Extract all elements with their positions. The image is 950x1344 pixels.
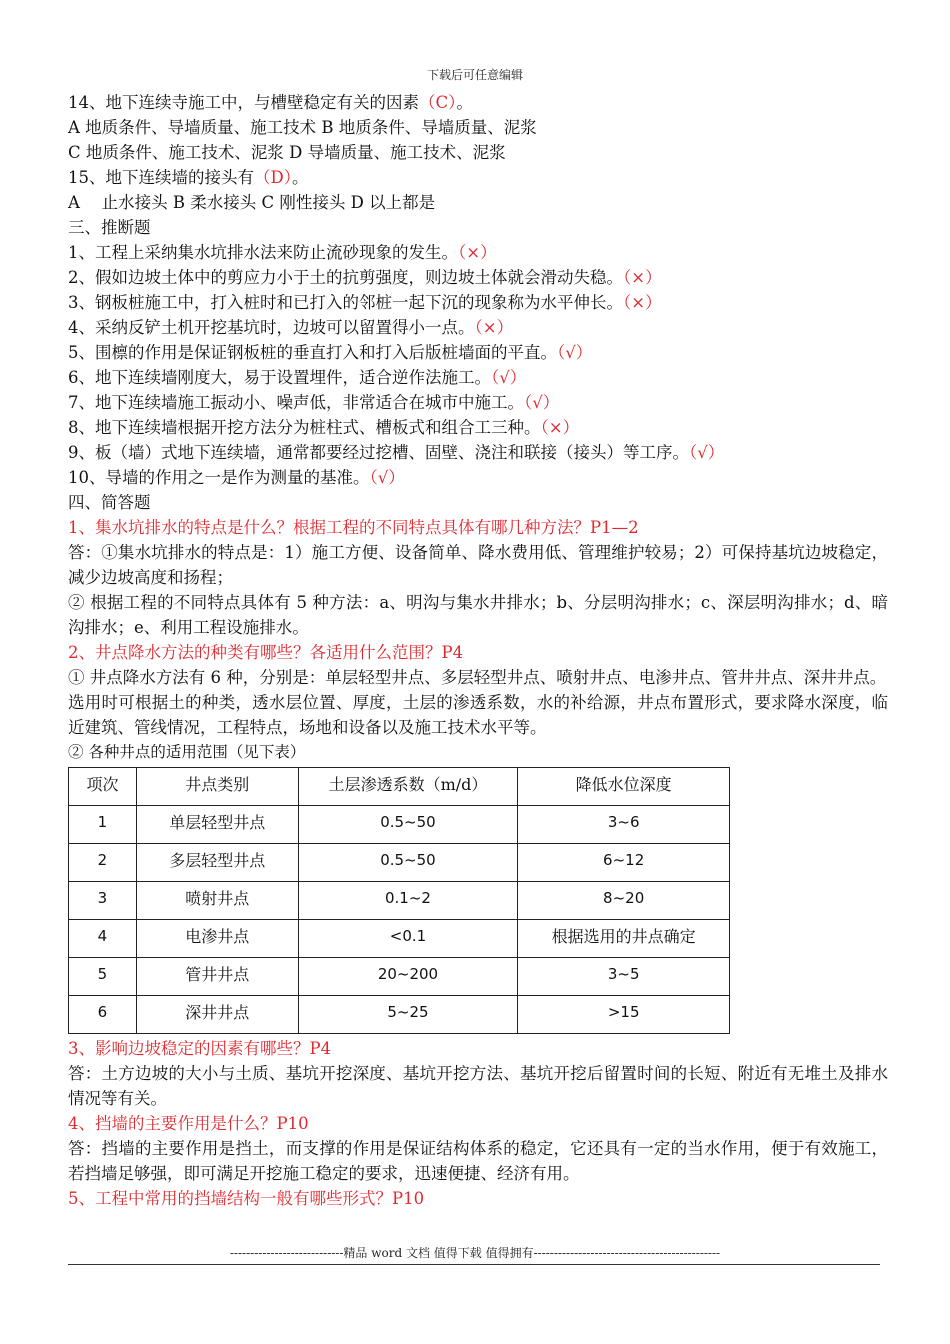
question-heading: 2、井点降水方法的种类有哪些？各适用什么范围？P4 bbox=[68, 643, 464, 662]
line-text: 四、简答题 bbox=[68, 493, 151, 512]
answer-mark: （√） bbox=[369, 468, 405, 487]
table-cell: 5 bbox=[69, 958, 137, 996]
page-footer: ----------------------------精品 word 文档 值得下载 值得拥有---------------------------------------------- bbox=[229, 1246, 721, 1260]
table-row bbox=[69, 844, 730, 882]
line-text: A 止水接头 B 柔水接头 C 刚性接头 D 以上都是 bbox=[68, 193, 436, 212]
table-cell: 4 bbox=[69, 920, 137, 958]
line-text: 6、地下连续墙刚度大，易于设置埋件，适合逆作法施工。 bbox=[68, 368, 491, 387]
table-cell: 6~12 bbox=[518, 844, 730, 882]
table-cell: 3~5 bbox=[518, 958, 730, 996]
line-text: 9、板（墙）式地下连续墙，通常都要经过挖槽、固壁、浇注和联接（接头）等工序。 bbox=[68, 443, 689, 462]
line-text: C 地质条件、施工技术、泥浆 D 导墙质量、施工技术、泥浆 bbox=[68, 143, 506, 162]
answer-mark: （√） bbox=[524, 393, 560, 412]
line-text: 15、地下连续墙的接头有 bbox=[68, 168, 254, 187]
table-row bbox=[69, 806, 730, 844]
footer-divider bbox=[68, 1264, 880, 1265]
text-line bbox=[68, 190, 888, 215]
document-body bbox=[68, 90, 888, 1211]
table-cell: 0.1~2 bbox=[298, 882, 518, 920]
line-text: 5、围檩的作用是保证钢板桩的垂直打入和打入后版桩墙面的平直。 bbox=[68, 343, 557, 362]
table-cell: 1 bbox=[69, 806, 137, 844]
line-suffix: 。 bbox=[291, 168, 309, 187]
text-line bbox=[68, 365, 888, 390]
question-list bbox=[68, 90, 888, 515]
question-heading: 4、挡墙的主要作用是什么？P10 bbox=[68, 1114, 309, 1133]
line-text: 2、假如边坡土体中的剪应力小于土的抗剪强度，则边坡土体就会滑动失稳。 bbox=[68, 268, 623, 287]
table-cell: 6 bbox=[69, 996, 137, 1034]
table-cell: 2 bbox=[69, 844, 137, 882]
answer-mark: （×） bbox=[540, 418, 580, 437]
table-cell: >15 bbox=[518, 996, 730, 1034]
page-header: 下载后可任意编辑 bbox=[426, 68, 523, 82]
table-header-cell: 项次 bbox=[69, 768, 137, 806]
answer-mark: （×） bbox=[474, 318, 514, 337]
answer-paragraph: ② 根据工程的不同特点具体有 5 种方法：a、明沟与集水井排水；b、分层明沟排水；c、深层明沟排水；d、暗沟排水；e、利用工程设施排水。 bbox=[68, 593, 888, 637]
table-cell: 3 bbox=[69, 882, 137, 920]
text-line bbox=[68, 140, 888, 165]
table-row bbox=[69, 882, 730, 920]
table-cell: 电渗井点 bbox=[136, 920, 298, 958]
line-text: 7、地下连续墙施工振动小、噪声低，非常适合在城市中施工。 bbox=[68, 393, 524, 412]
answer-mark: （C） bbox=[419, 93, 457, 112]
line-text: 10、导墙的作用之一是作为测量的基准。 bbox=[68, 468, 370, 487]
table-cell: 20~200 bbox=[298, 958, 518, 996]
answer-mark: （×） bbox=[623, 293, 662, 312]
line-suffix: 。 bbox=[456, 93, 473, 112]
text-line bbox=[68, 415, 888, 440]
table-cell: 管井井点 bbox=[136, 958, 298, 996]
table-cell: 单层轻型井点 bbox=[136, 806, 298, 844]
answer-mark: （×） bbox=[623, 268, 662, 287]
table-header-row bbox=[69, 768, 730, 806]
table-cell: 5~25 bbox=[298, 996, 518, 1034]
table-row bbox=[69, 996, 730, 1034]
table-cell: 多层轻型井点 bbox=[136, 844, 298, 882]
answer-paragraph: 选用时可根据土的种类，透水层位置、厚度，土层的渗透系数，水的补给源，井点布置形式，要求降水深度，临近建筑、管线情况，工程特点，场地和设备以及施工技术水平等。 bbox=[68, 693, 888, 737]
text-line bbox=[68, 290, 888, 315]
table-row bbox=[69, 958, 730, 996]
text-line bbox=[68, 315, 888, 340]
well-point-table-wrap bbox=[68, 767, 888, 1034]
text-line bbox=[68, 215, 888, 240]
text-line bbox=[68, 465, 888, 490]
table-cell: 8~20 bbox=[518, 882, 730, 920]
question-heading: 1、集水坑排水的特点是什么？根据工程的不同特点具体有哪几种方法？P1—2 bbox=[68, 518, 639, 537]
line-text: 14、地下连续寺施工中，与槽壁稳定有关的因素 bbox=[68, 93, 419, 112]
table-caption: ② 各种井点的适用范围（见下表） bbox=[68, 743, 306, 761]
line-text: 4、采纳反铲土机开挖基坑时，边坡可以留置得小一点。 bbox=[68, 318, 475, 337]
line-text: 三、推断题 bbox=[68, 218, 151, 237]
text-line bbox=[68, 265, 888, 290]
text-line bbox=[68, 90, 888, 115]
line-text: 8、地下连续墙根据开挖方法分为桩柱式、槽板式和组合工三种。 bbox=[68, 418, 541, 437]
answer-mark: （√） bbox=[557, 343, 593, 362]
answer-mark: （√） bbox=[689, 443, 725, 462]
answer-mark: （√） bbox=[491, 368, 527, 387]
table-row bbox=[69, 920, 730, 958]
table-cell: <0.1 bbox=[298, 920, 518, 958]
answer-paragraph: 答：①集水坑排水的特点是：1）施工方便、设备简单、降水费用低、管理维护较易；2）可保持基坑边坡稳定，减少边坡高度和扬程； bbox=[68, 543, 888, 587]
table-header-cell: 土层渗透系数（m/d） bbox=[298, 768, 518, 806]
line-text: 3、钢板桩施工中，打入桩时和已打入的邻桩一起下沉的现象称为水平伸长。 bbox=[68, 293, 623, 312]
table-cell: 0.5~50 bbox=[298, 844, 518, 882]
text-line bbox=[68, 390, 888, 415]
table-header-cell: 降低水位深度 bbox=[518, 768, 730, 806]
answer-paragraph: ① 井点降水方法有 6 种，分别是：单层轻型井点、多层轻型井点、喷射井点、电渗井点、管井井点、深井井点。 bbox=[68, 668, 887, 687]
text-line bbox=[68, 490, 888, 515]
table-cell: 深井井点 bbox=[136, 996, 298, 1034]
answer-paragraph: 答：土方边坡的大小与土质、基坑开挖深度、基坑开挖方法、基坑开挖后留置时间的长短、附近有无堆土及排水情况等有关。 bbox=[68, 1064, 888, 1108]
well-point-table bbox=[68, 767, 730, 1034]
table-cell: 根据选用的井点确定 bbox=[518, 920, 730, 958]
text-line bbox=[68, 165, 888, 190]
table-cell: 喷射井点 bbox=[136, 882, 298, 920]
question-heading: 3、影响边坡稳定的因素有哪些？P4 bbox=[68, 1039, 332, 1058]
table-header-cell: 井点类别 bbox=[136, 768, 298, 806]
text-line bbox=[68, 340, 888, 365]
answer-mark: （D） bbox=[254, 168, 292, 187]
text-line bbox=[68, 440, 888, 465]
question-heading: 5、工程中常用的挡墙结构一般有哪些形式？P10 bbox=[68, 1189, 425, 1208]
table-cell: 3~6 bbox=[518, 806, 730, 844]
line-text: 1、工程上采纳集水坑排水法来防止流砂现象的发生。 bbox=[68, 243, 458, 262]
answer-mark: （×） bbox=[458, 243, 497, 262]
text-line bbox=[68, 115, 888, 140]
text-line bbox=[68, 240, 888, 265]
line-text: A 地质条件、导墙质量、施工技术 B 地质条件、导墙质量、泥浆 bbox=[68, 118, 537, 137]
answer-paragraph: 答：挡墙的主要作用是挡土，而支撑的作用是保证结构体系的稳定，它还具有一定的当水作用，便于有效施工，若挡墙足够强，即可满足开挖施工稳定的要求，迅速便捷、经济有用。 bbox=[68, 1139, 888, 1183]
table-cell: 0.5~50 bbox=[298, 806, 518, 844]
